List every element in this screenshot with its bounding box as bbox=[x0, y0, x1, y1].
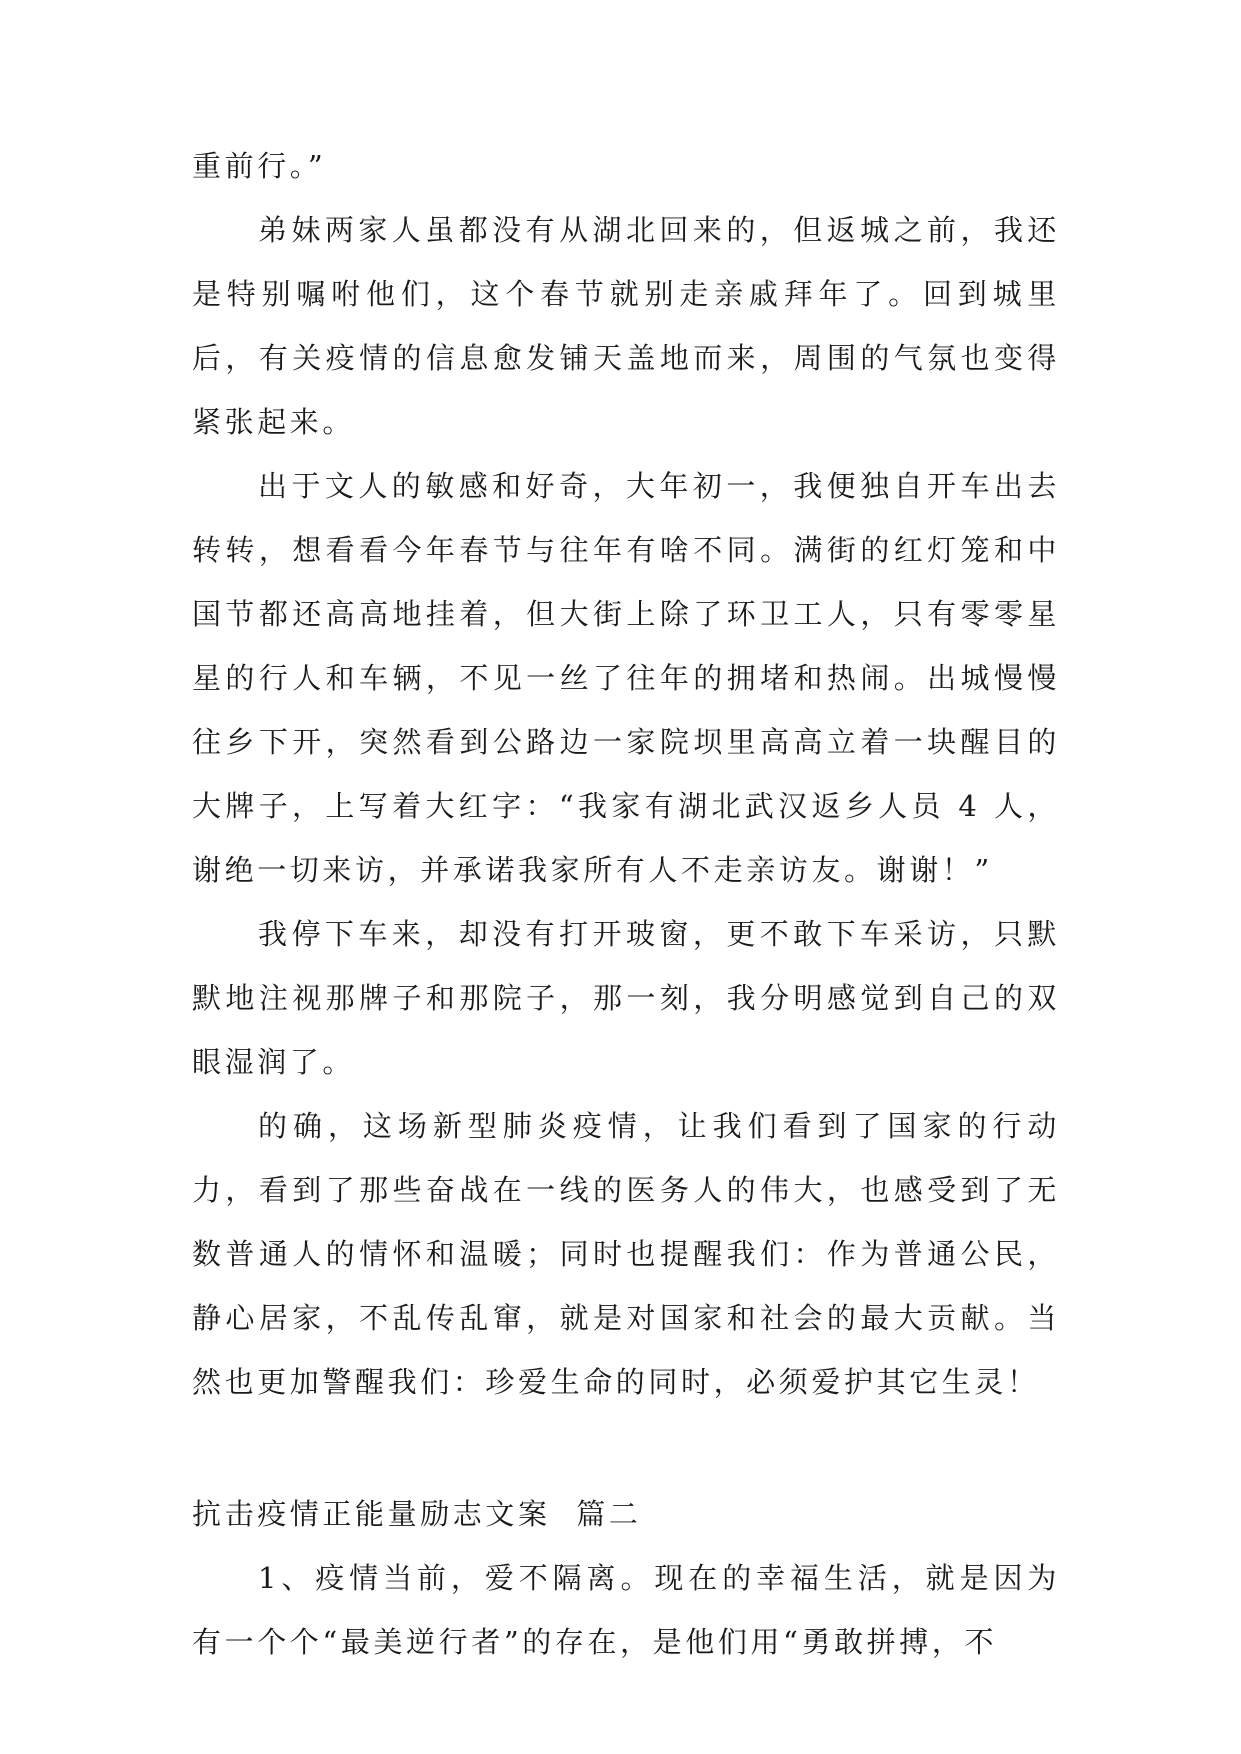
section-heading: 抗击疫情正能量励志文案 篇二 bbox=[192, 1497, 642, 1531]
paragraph: 1、疫情当前，爱不隔离。现在的幸福生活，就是因为有一个个“最美逆行者”的存在，是他们用“勇敢拼搏，不 bbox=[192, 1561, 1060, 1659]
paragraph: 出于文人的敏感和好奇，大年初一，我便独自开车出去转转，想看看今年春节与往年有啥不同。满街的红灯笼和中国节都还高高地挂着，但大街上除了环卫工人，只有零零星星的行人和车辆，不见一丝了往年的拥堵和热闹。出城慢慢往乡下开，突然看到公路边一家院坝里高高立着一块醒目的大牌子，上写着大红字：“我家有湖北武汉返乡人员 4 人，谢绝一切来访，并承诺我家所有人不走亲访友。谢谢！” bbox=[192, 469, 1060, 887]
paragraph: 我停下车来，却没有打开玻窗，更不敢下车采访，只默默地注视那牌子和那院子，那一刻，我分明感觉到自己的双眼湿润了。 bbox=[192, 917, 1060, 1079]
paragraph: 的确，这场新型肺炎疫情，让我们看到了国家的行动力，看到了那些奋战在一线的医务人的伟大，也感受到了无数普通人的情怀和温暖；同时也提醒我们：作为普通公民，静心居家，不乱传乱窜，就是对国家和社会的最大贡献。当然也更加警醒我们：珍爱生命的同时，必须爱护其它生灵！ bbox=[192, 1109, 1060, 1399]
paragraph: 弟妹两家人虽都没有从湖北回来的，但返城之前，我还是特别嘱咐他们，这个春节就别走亲戚拜年了。回到城里后，有关疫情的信息愈发铺天盖地而来，周围的气氛也变得紧张起来。 bbox=[192, 213, 1060, 439]
paragraph-continuation: 重前行。” bbox=[192, 149, 327, 183]
document-body bbox=[192, 134, 1060, 1674]
